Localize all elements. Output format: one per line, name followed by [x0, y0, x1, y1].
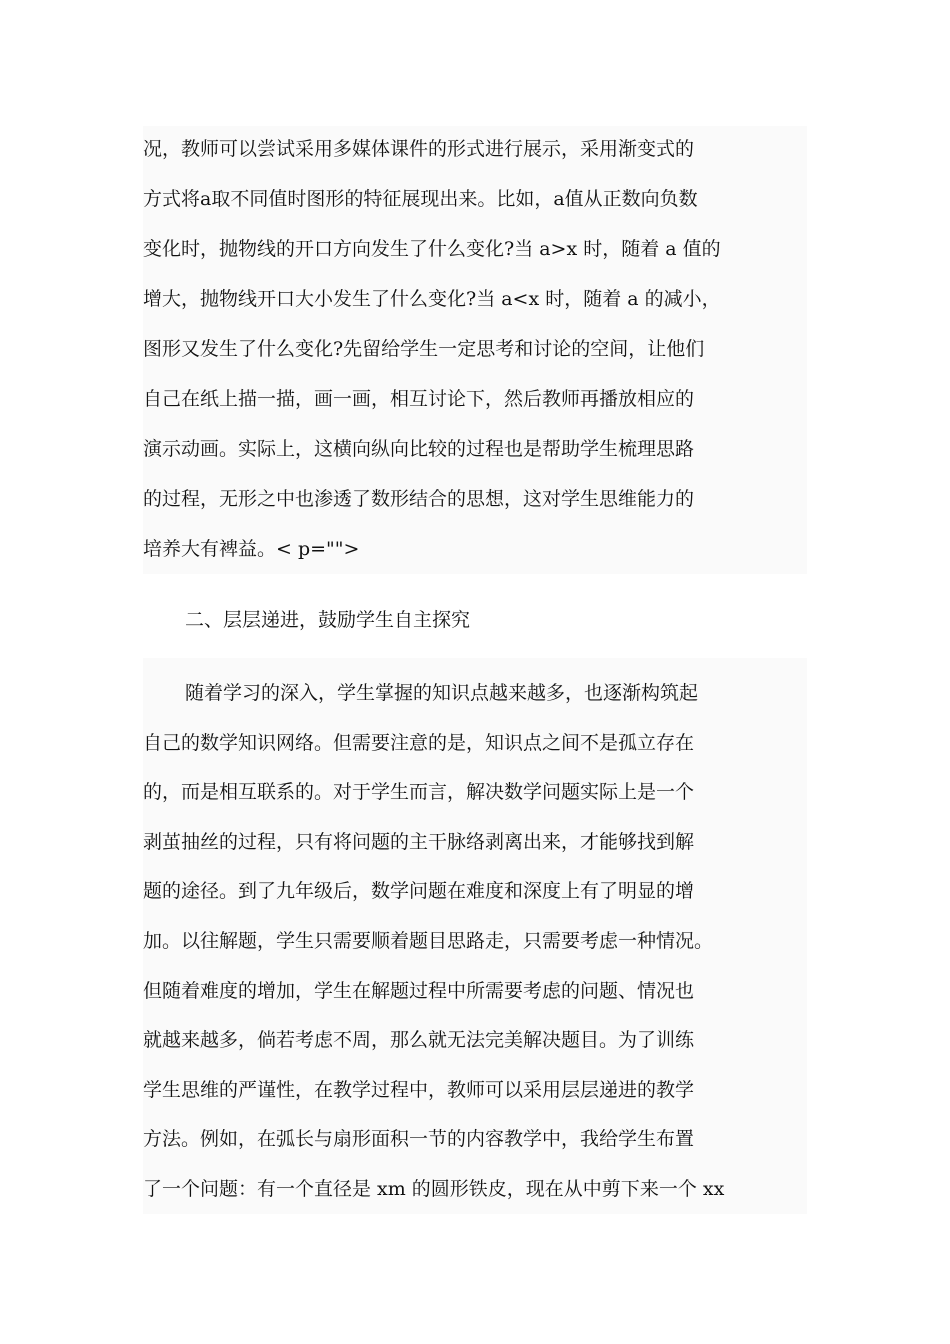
paragraph-line: 况，教师可以尝试采用多媒体课件的形式进行展示，采用渐变式的	[143, 138, 695, 160]
section-heading: 二、层层递进，鼓励学生自主探究	[185, 609, 471, 631]
paragraph-line: 题的途径。到了九年级后，数学问题在难度和深度上有了明显的增	[143, 880, 695, 902]
paragraph-line: 图形又发生了什么变化?先留给学生一定思考和讨论的空间，让他们	[143, 338, 705, 360]
paragraph-line: 随着学习的深入，学生掌握的知识点越来越多，也逐渐构筑起	[185, 682, 699, 704]
paragraph-line: 学生思维的严谨性，在教学过程中，教师可以采用层层递进的教学	[143, 1079, 695, 1101]
paragraph-line: 变化时，抛物线的开口方向发生了什么变化?当 a>x 时，随着 a 值的	[143, 238, 721, 260]
paragraph-1	[143, 126, 807, 574]
paragraph-line: 自己的数学知识网络。但需要注意的是，知识点之间不是孤立存在	[143, 732, 695, 754]
paragraph-line: 剥茧抽丝的过程，只有将问题的主干脉络剥离出来，才能够找到解	[143, 831, 695, 853]
paragraph-line: 演示动画。实际上，这横向纵向比较的过程也是帮助学生梳理思路	[143, 438, 695, 460]
paragraph-line: 就越来越多，倘若考虑不周，那么就无法完美解决题目。为了训练	[143, 1029, 695, 1051]
paragraph-2	[143, 658, 807, 1214]
paragraph-line: 增大，抛物线开口大小发生了什么变化?当 a<x 时，随着 a 的减小，	[143, 288, 721, 310]
paragraph-line: 但随着难度的增加，学生在解题过程中所需要考虑的问题、情况也	[143, 980, 695, 1002]
paragraph-line: 的过程，无形之中也渗透了数形结合的思想，这对学生思维能力的	[143, 488, 695, 510]
paragraph-line: 方法。例如，在弧长与扇形面积一节的内容教学中，我给学生布置	[143, 1128, 695, 1150]
paragraph-line: 加。以往解题，学生只需要顺着题目思路走，只需要考虑一种情况。	[143, 930, 714, 952]
paragraph-line: 方式将a取不同值时图形的特征展现出来。比如，a值从正数向负数	[143, 188, 698, 210]
paragraph-line: 自己在纸上描一描，画一画，相互讨论下，然后教师再播放相应的	[143, 388, 695, 410]
paragraph-line: 的，而是相互联系的。对于学生而言，解决数学问题实际上是一个	[143, 781, 695, 803]
paragraph-line: 培养大有裨益。< p="">	[143, 538, 360, 560]
paragraph-line: 了一个问题：有一个直径是 xm 的圆形铁皮，现在从中剪下来一个 xx	[143, 1178, 725, 1200]
